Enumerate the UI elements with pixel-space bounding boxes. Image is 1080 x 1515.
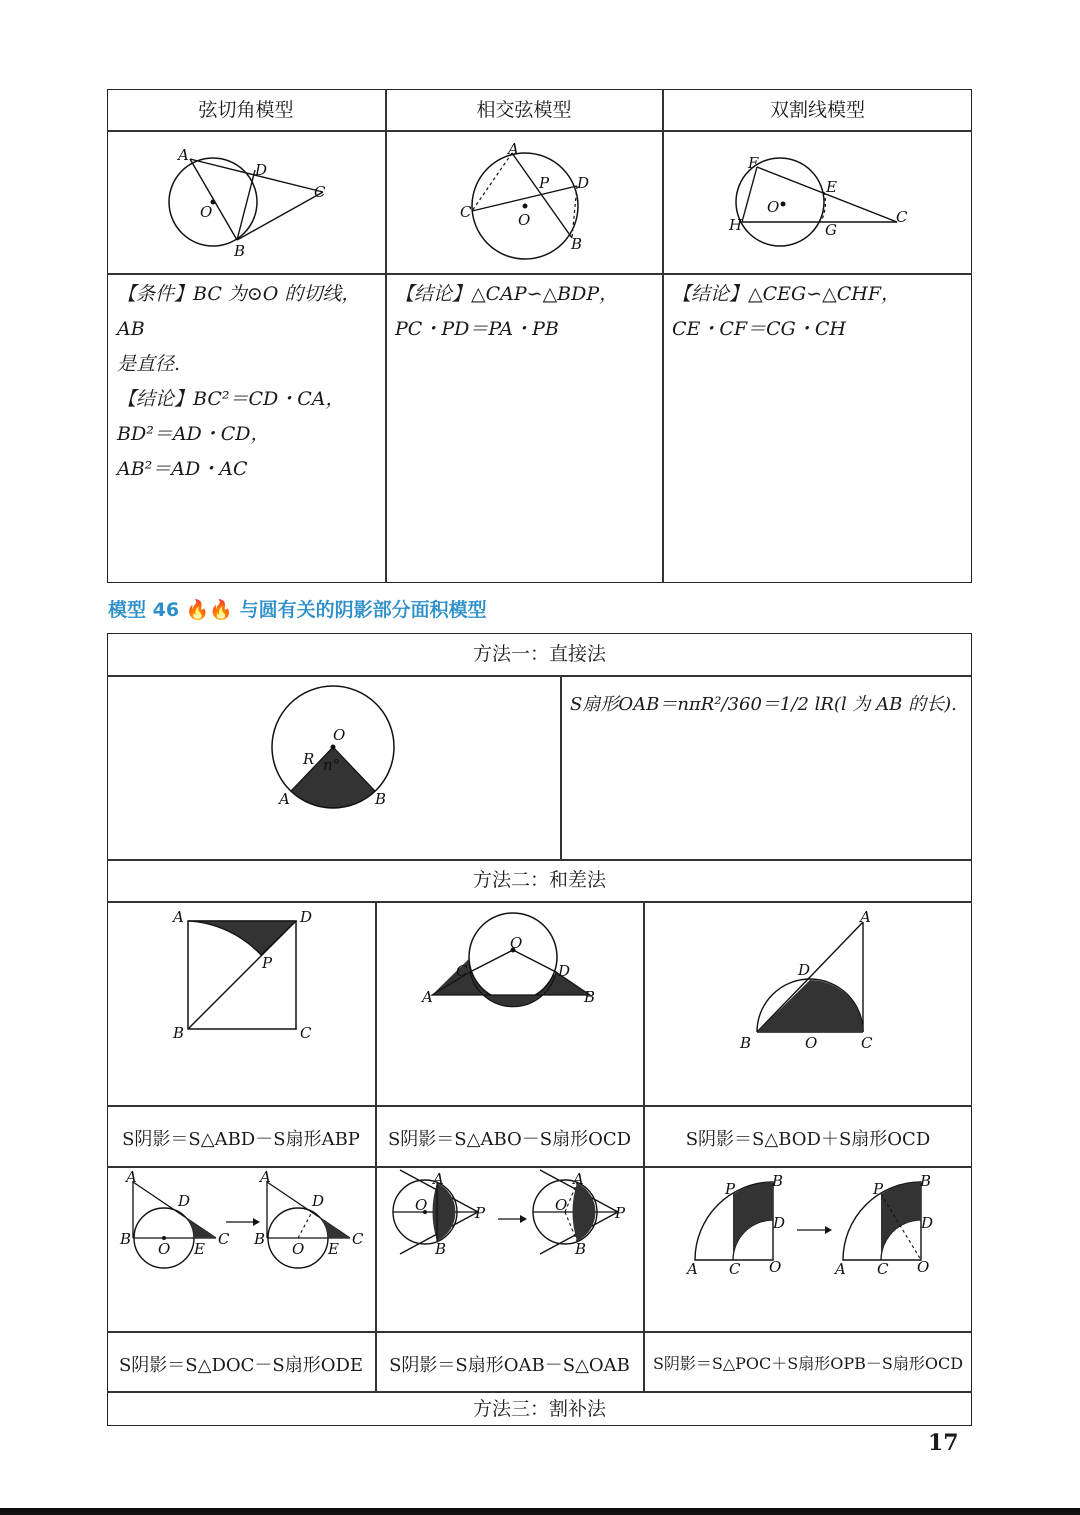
formula-row1-col2: S阴影＝S△ABO－S扇形OCD [387, 1129, 632, 1150]
divider [385, 89, 387, 583]
svg-text:D: D [921, 1214, 934, 1232]
svg-text:P: P [873, 1180, 884, 1198]
text-line: CE・CF＝CG・CH [672, 318, 846, 340]
svg-text:D: D [773, 1214, 786, 1232]
text-line: 【结论】△CEG∽△CHF， [672, 283, 901, 305]
double-secant-text [672, 277, 967, 347]
svg-text:A: A [178, 146, 189, 164]
svg-text:O: O [917, 1258, 930, 1276]
divider [107, 130, 972, 132]
sector-diagram [265, 680, 410, 815]
header-double-secant: 双割线模型 [769, 99, 865, 121]
intersecting-chords-diagram [455, 140, 605, 268]
svg-text:B: B [575, 1240, 587, 1258]
text-line: 【结论】△CAP∽△BDP， [395, 283, 619, 305]
model-number: 模型 46 [108, 599, 180, 621]
svg-text:A: A [508, 140, 519, 158]
svg-text:B: B [571, 235, 583, 253]
svg-text:H: H [729, 216, 743, 234]
svg-text:E: E [194, 1240, 205, 1258]
method1-title: 方法一：直接法 [472, 643, 606, 665]
svg-text:C: C [877, 1260, 889, 1278]
svg-text:C: C [218, 1230, 230, 1248]
svg-text:C: C [314, 183, 326, 201]
svg-text:A: A [687, 1260, 698, 1278]
svg-text:C: C [729, 1260, 741, 1278]
intersecting-chords-text [395, 277, 660, 347]
svg-text:B: B [234, 242, 246, 260]
svg-text:E: E [826, 178, 837, 196]
divider [107, 901, 972, 903]
method3-title: 方法三：割补法 [472, 1398, 606, 1420]
svg-text:D: D [178, 1192, 191, 1210]
svg-text:O: O [200, 203, 213, 221]
divider [107, 675, 972, 677]
section-subtitle: 与圆有关的阴影部分面积模型 [239, 599, 487, 621]
svg-text:F: F [748, 154, 759, 172]
formula-row1-col3: S阴影＝S△BOD＋S扇形OCD [685, 1129, 931, 1150]
header-intersecting-chords: 相交弦模型 [476, 99, 572, 121]
method2-title: 方法二：和差法 [472, 869, 606, 891]
svg-text:P: P [615, 1204, 626, 1222]
divider [107, 1166, 972, 1168]
quarter-annulus-transform-diagram [685, 1172, 935, 1282]
svg-text:A: A [279, 790, 290, 808]
chord-tangent-diagram [160, 145, 360, 265]
svg-text:D: D [255, 161, 268, 179]
square-quarter-circle-diagram [170, 908, 320, 1043]
text-line: AB²＝AD・AC [117, 458, 248, 480]
section-title [108, 595, 487, 622]
svg-text:n°: n° [323, 756, 341, 774]
svg-text:B: B [173, 1024, 185, 1042]
formula-row1-col1: S阴影＝S△ABD－S扇形ABP [122, 1129, 360, 1150]
divider [107, 1105, 972, 1107]
svg-text:B: B [740, 1034, 752, 1052]
text-line: BD²＝AD・CD， [117, 423, 270, 445]
svg-text:B: B [375, 790, 387, 808]
svg-text:O: O [415, 1196, 428, 1214]
svg-text:B: B [584, 988, 596, 1006]
svg-text:D: D [798, 961, 811, 979]
text-line: PC・PD＝PA・PB [395, 318, 559, 340]
svg-text:B: B [772, 1172, 784, 1190]
svg-text:P: P [262, 954, 273, 972]
fire-icon: 🔥🔥 [185, 599, 234, 621]
svg-text:A: A [573, 1170, 584, 1188]
svg-text:D: D [312, 1192, 325, 1210]
svg-text:P: P [725, 1180, 736, 1198]
svg-text:A: A [860, 908, 871, 926]
svg-text:O: O [767, 198, 780, 216]
svg-text:D: D [300, 908, 313, 926]
svg-text:A: A [260, 1168, 271, 1186]
svg-text:D: D [558, 962, 571, 980]
text-line: 【条件】BC 为⊙O 的切线，AB [117, 283, 361, 340]
svg-text:D: D [577, 174, 590, 192]
formula-row2-col3: S阴影＝S△POC＋S扇形OPB－S扇形OCD [652, 1354, 964, 1373]
svg-text:A: A [422, 988, 433, 1006]
divider [107, 1331, 972, 1333]
text-line: 是直径. [117, 353, 181, 375]
svg-text:G: G [825, 221, 837, 239]
svg-text:A: A [433, 1170, 444, 1188]
bottom-rule [0, 1508, 1080, 1515]
text-line: 【结论】BC²＝CD・CA， [117, 388, 345, 410]
svg-text:A: A [126, 1168, 137, 1186]
svg-text:C: C [896, 208, 908, 226]
sector-area-formula: S扇形OAB＝nπR²/360＝1/2 lR(l 为 AB 的长). [570, 694, 957, 715]
svg-text:C: C [460, 203, 472, 221]
svg-text:R: R [303, 750, 315, 768]
semicircle-triangle-diagram [735, 910, 885, 1055]
svg-text:O: O [292, 1240, 305, 1258]
svg-text:B: B [254, 1230, 266, 1248]
circle-triangle-diagram [420, 910, 610, 1010]
formula-row2-col2: S阴影＝S扇形OAB－S△OAB [389, 1355, 630, 1376]
double-secant-diagram [725, 150, 915, 250]
svg-text:A: A [835, 1260, 846, 1278]
divider [662, 89, 664, 583]
chord-tangent-text [117, 277, 382, 487]
svg-text:O: O [333, 726, 346, 744]
page-number: 17 [928, 1430, 959, 1456]
svg-text:C: C [456, 962, 468, 980]
svg-text:A: A [173, 908, 184, 926]
svg-text:O: O [769, 1258, 782, 1276]
svg-text:B: B [920, 1172, 932, 1190]
svg-text:P: P [475, 1204, 486, 1222]
svg-text:O: O [555, 1196, 568, 1214]
formula-row2-col1: S阴影＝S△DOC－S扇形ODE [118, 1355, 364, 1376]
svg-text:C: C [861, 1034, 873, 1052]
svg-text:C: C [300, 1024, 312, 1042]
divider [107, 273, 972, 275]
divider [560, 675, 562, 859]
svg-text:O: O [510, 934, 523, 952]
svg-text:P: P [539, 174, 550, 192]
svg-text:E: E [328, 1240, 339, 1258]
svg-text:B: B [120, 1230, 132, 1248]
tangent-circle-transform-diagram [118, 1168, 370, 1272]
svg-text:O: O [158, 1240, 171, 1258]
secant-lens-transform-diagram [390, 1172, 635, 1272]
svg-text:B: B [435, 1240, 447, 1258]
header-chord-tangent: 弦切角模型 [198, 99, 294, 121]
svg-text:O: O [518, 211, 531, 229]
svg-text:C: C [352, 1230, 364, 1248]
svg-text:O: O [805, 1034, 818, 1052]
